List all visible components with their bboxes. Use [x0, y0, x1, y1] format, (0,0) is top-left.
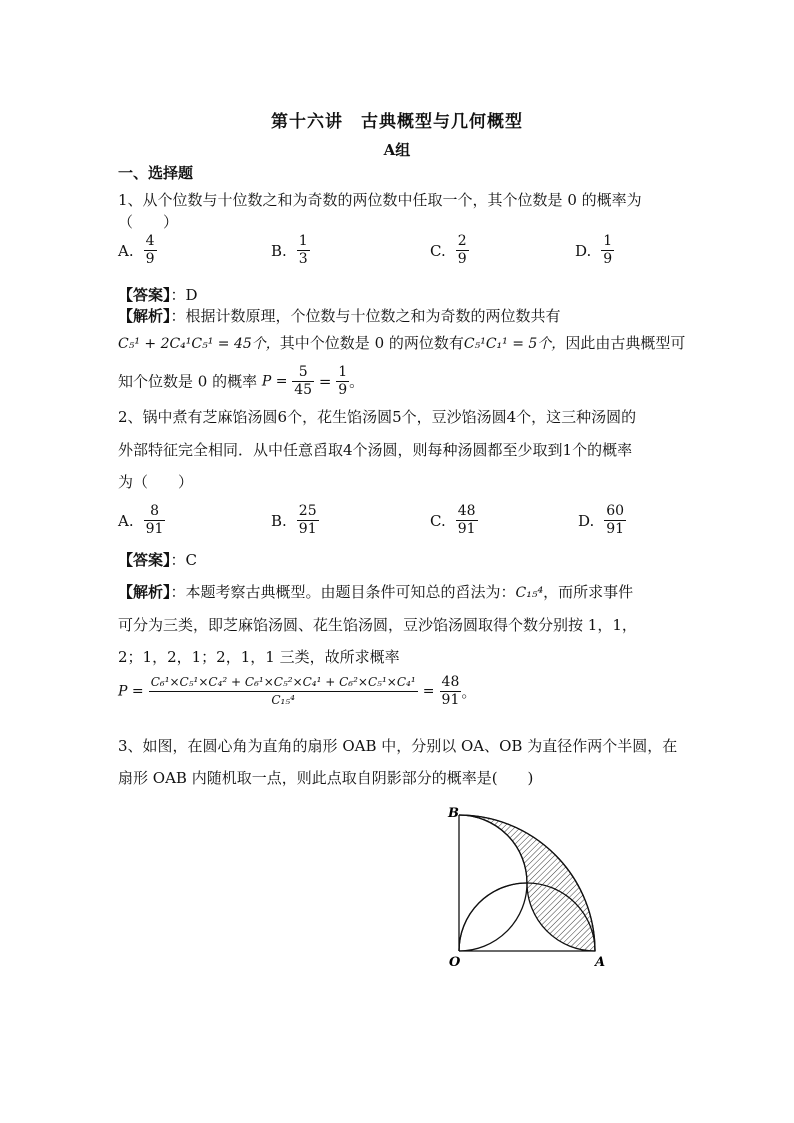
q1-option-c	[430, 233, 469, 268]
fraction-1-9: $\frac{1}{9}$	[338, 364, 348, 398]
section-heading: 一、选择题	[118, 164, 194, 182]
label-o: O	[449, 955, 461, 970]
sector-figure	[440, 800, 620, 975]
q1-stem-line1: 1、从个位数与十位数之和为奇数的两位数中任取一个，其个位数是 0 的概率为	[118, 191, 642, 209]
q2-option-a	[118, 503, 165, 538]
formula-p-prefix: P =	[118, 683, 144, 700]
option-fraction: $\frac{48}{91}$	[457, 503, 476, 537]
analysis-label: 【解析】	[118, 583, 171, 601]
formula-count-zero: C₅¹C₁¹ = 5个，	[463, 336, 566, 352]
fraction-5-45: $\frac{5}{45}$	[294, 364, 313, 398]
option-fraction: $\frac{4}{9}$	[145, 233, 155, 267]
q2-analysis-line3: 2；1，2，1；2，1，1 三类，故所求概率	[118, 648, 400, 666]
q2-probability-formula: P = $\frac{\text{C₆¹×C₅¹×C₄² + C₆¹×C₅²×C₄¹ + C₆²×C₅¹×C₄¹}}{\text{C₁₅⁴}}$ = $\frac{48}{91}$ 。	[118, 674, 477, 708]
page-title: 第十六讲 古典概型与几何概型	[271, 112, 523, 132]
option-letter: D.	[575, 241, 592, 260]
option-letter: C.	[430, 511, 446, 530]
q1-option-b	[271, 233, 310, 268]
answer-value: ：C	[170, 551, 197, 569]
option-fraction: $\frac{25}{91}$	[298, 503, 317, 537]
label-a: A	[595, 955, 606, 970]
q2-analysis-line2: 可分为三类，即芝麻馅汤圆、花生馅汤圆，豆沙馅汤圆取得个数分别按 1，1，	[118, 616, 637, 634]
q1-answer	[118, 285, 198, 305]
option-letter: D.	[578, 511, 595, 530]
q2-analysis-line1: 【解析】：本题考察古典概型。由题目条件可知总的舀法为：C₁₅⁴，而所求事件	[118, 583, 634, 601]
fraction-48-91: $\frac{48}{91}$	[441, 674, 460, 708]
option-fraction: $\frac{8}{91}$	[145, 503, 164, 537]
q1-option-a	[118, 233, 157, 268]
q2-answer	[118, 550, 197, 570]
group-label: A组	[383, 141, 411, 159]
q2-option-d	[578, 503, 626, 538]
formula-total-ways: C₁₅⁴	[515, 585, 544, 601]
q3-stem-line1: 3、如图，在圆心角为直角的扇形 OAB 中，分别以 OA、OB 为直径作两个半圆，在	[118, 737, 678, 755]
q2-option-c	[430, 503, 478, 538]
formula-count-total: C₅¹ + 2C₄¹C₅¹ = 45个，	[118, 336, 280, 352]
option-letter: C.	[430, 241, 446, 260]
q2-stem-line3: 为（ ）	[118, 473, 194, 491]
answer-value: ：D	[170, 286, 198, 304]
option-letter: B.	[271, 241, 287, 260]
q1-stem-line2: （ ）	[118, 213, 179, 231]
label-b: B	[448, 806, 459, 821]
q2-option-b	[271, 503, 319, 538]
option-fraction: $\frac{2}{9}$	[457, 233, 467, 267]
answer-label: 【答案】	[118, 551, 171, 569]
option-fraction: $\frac{1}{9}$	[603, 233, 613, 267]
option-fraction: $\frac{60}{91}$	[606, 503, 625, 537]
q2-stem-line2: 外部特征完全相同．从中任意舀取4个汤圆，则每种汤圆都至少取到1个的概率	[118, 441, 633, 459]
option-letter: A.	[118, 511, 134, 530]
option-letter: B.	[271, 511, 287, 530]
q1-option-d	[575, 233, 614, 268]
answer-label: 【答案】	[118, 286, 171, 304]
shaded-region-lens	[459, 883, 527, 951]
formula-p-prefix: P =	[261, 373, 288, 390]
q2-stem-line1: 2、锅中煮有芝麻馅汤圆6个，花生馅汤圆5个，豆沙馅汤圆4个，这三种汤圆的	[118, 408, 637, 426]
q1-analysis-line2: C₅¹ + 2C₄¹C₅¹ = 45个，其中个位数是 0 的两位数有C₅¹C₁¹ = 5个，因此由古典概型可	[118, 334, 686, 352]
q1-analysis-line1: 【解析】：根据计数原理，个位数与十位数之和为奇数的两位数共有	[118, 307, 561, 325]
option-letter: A.	[118, 241, 134, 260]
analysis-label: 【解析】	[118, 307, 171, 325]
option-fraction: $\frac{1}{3}$	[298, 233, 308, 267]
q3-stem-line2: 扇形 OAB 内随机取一点，则此点取自阴影部分的概率是( )	[118, 769, 534, 787]
q1-analysis-line3: 知个位数是 0 的概率 P = $\frac{5}{45}$ = $\frac{1}{9}$ 。	[118, 364, 365, 398]
fraction-main: $\frac{\text{C₆¹×C₅¹×C₄² + C₆¹×C₅²×C₄¹ + C₆²×C₅¹×C₄¹}}{\text{C₁₅⁴}}$	[150, 675, 416, 707]
